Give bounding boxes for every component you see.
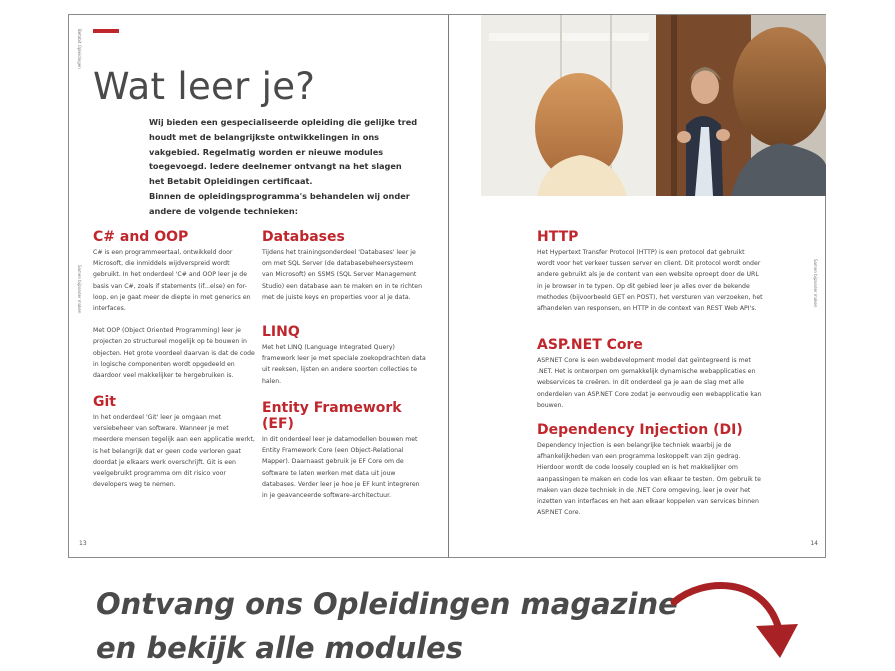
- section-paragraph: Het Hypertext Transfer Protocol (HTTP) is een protocol dat gebruikt wordt voor het verkeer tussen server en client. Dit protocol wordt onder andere gebruikt als je de content van een website oproept door de URL in je browser in te typen. Op dit gebied leer je alles over de bekende methodes (bijvoorbeeld GET en POST), het versturen van verzoeken, het afhandelen van responsen, en HTTP in de context van REST Web API's.: [537, 249, 763, 313]
- section-csharp: [93, 229, 259, 381]
- section-paragraph: Dependency Injection is een belangrijke techniek waarbij je de afhankelijkheden van een programma loskoppelt van zijn gedrag. Hierdoor wordt de code loosely coupled en is het makkelijker om aanpassingen te maken en code los van elkaar te testen. Om gebruik te maken van deze techniek in de .NET Core omgeving, leer je over het inzetten van interfaces en het aan elkaar koppelen van services binnen ASP.NET Core.: [537, 442, 761, 517]
- section-linq: [262, 324, 426, 387]
- side-label: Samen bijzonder maken: [813, 259, 818, 308]
- page-title: Wat leer je?: [93, 65, 316, 108]
- section-entity-framework: [262, 400, 426, 501]
- cta-line-2: en bekijk alle modules: [96, 631, 464, 665]
- section-paragraph: C# is een programmeertaal, ontwikkeld door Microsoft, die inmiddels wijdverspreid wordt gebruikt. In het onderdeel 'C# and OOP leer je de basis van C#, zoals if statements (if...else) en for-loop, en je gaat meer de diepte in met generics en interfaces.: [93, 249, 251, 313]
- section-paragraph: In het onderdeel 'Git' leer je omgaan met versiebeheer van software. Wanneer je met meerdere mensen tegelijk aan een applicatie werkt, is het belangrijk dat er geen code verloren gaat doordat je elkaars werk overschrijft. Git is een veelgebruikt programma om dit risico voor developers weg te nemen.: [93, 414, 255, 489]
- section-dependency-injection: [537, 422, 763, 518]
- intro-paragraph-2: Binnen de opleidingsprogramma's behandelen wij onder andere de volgende technieken:: [149, 190, 410, 216]
- classroom-photo: [481, 15, 826, 196]
- cta-line-1: Ontvang ons Opleidingen magazine: [96, 587, 678, 621]
- page-number: 13: [79, 540, 87, 547]
- section-paragraph: Met OOP (Object Oriented Programming) leer je projecten zo structureel mogelijk op te bouwen in objecten. Het grote voordeel daarvan is dat de code in logische componenten wordt opgedeeld en daardoor veel makkelijker te hergebruiken is.: [93, 327, 255, 380]
- section-aspnet-core: [537, 337, 763, 411]
- section-title: Entity Framework (EF): [262, 400, 402, 432]
- section-title: Databases: [262, 229, 345, 245]
- right-page: [448, 15, 826, 557]
- section-git: [93, 394, 259, 490]
- side-label: Betabit Opleidingen: [77, 29, 82, 69]
- page-number: 14: [810, 540, 818, 547]
- section-databases: [262, 229, 426, 303]
- curved-arrow-icon: [662, 572, 812, 671]
- section-paragraph: Met het LINQ (Language Integrated Query) framework leer je met speciale zoekopdrachten data uit reeksen, lijsten en andere soorten collecties te halen.: [262, 344, 426, 385]
- classroom-photo-illustration: [481, 15, 826, 196]
- side-label-2: Samen bijzonder maken: [77, 265, 82, 314]
- intro-paragraph-1: Wij bieden een gespecialiseerde opleiding die gelijke tred houdt met de belangrijkste ontwikkelingen in ons vakgebied. Regelmatig worden er nieuwe modules toegevoegd. Iedere deelnemer ontvangt na het slagen het Betabit Opleidingen certificaat.: [149, 117, 418, 187]
- section-title: HTTP: [537, 229, 579, 245]
- section-paragraph: Tijdens het trainingsonderdeel 'Databases' leer je om met SQL Server (de databasebeheersysteem van Microsoft) en SSMS (SQL Server Management Studio) een database aan te maken en in te richten met de juiste keys en properties voor al je data.: [262, 249, 423, 301]
- cta-text[interactable]: [96, 582, 678, 670]
- section-title: Dependency Injection (DI): [537, 422, 743, 438]
- section-title: Git: [93, 394, 116, 410]
- section-title: C# and OOP: [93, 229, 189, 245]
- section-http: [537, 229, 763, 314]
- section-title: ASP.NET Core: [537, 337, 643, 353]
- section-paragraph: ASP.NET Core is een webdevelopment model dat geïntegreerd is met .NET. Het is ontworpen om gemakkelijk dynamische webapplicaties en webservices te creëren. In dit onderdeel ga je aan de slag met alle onderdelen van ASP.NET Core zodat je eenvoudig een webapplicatie kan bouwen.: [537, 357, 762, 409]
- section-title: LINQ: [262, 324, 300, 340]
- left-page: [69, 15, 448, 557]
- intro-text: [149, 115, 419, 219]
- section-paragraph: In dit onderdeel leer je datamodellen bouwen met Entity Framework Core (een Object-Relational Mapper). Daarnaast gebruik je EF Core om de software te laten werken met data uit jouw databases. Verder leer je hoe je EF kunt integreren in je geavanceerde software-architectuur.: [262, 436, 420, 500]
- accent-bar: [93, 29, 119, 33]
- magazine-spread: [68, 14, 826, 558]
